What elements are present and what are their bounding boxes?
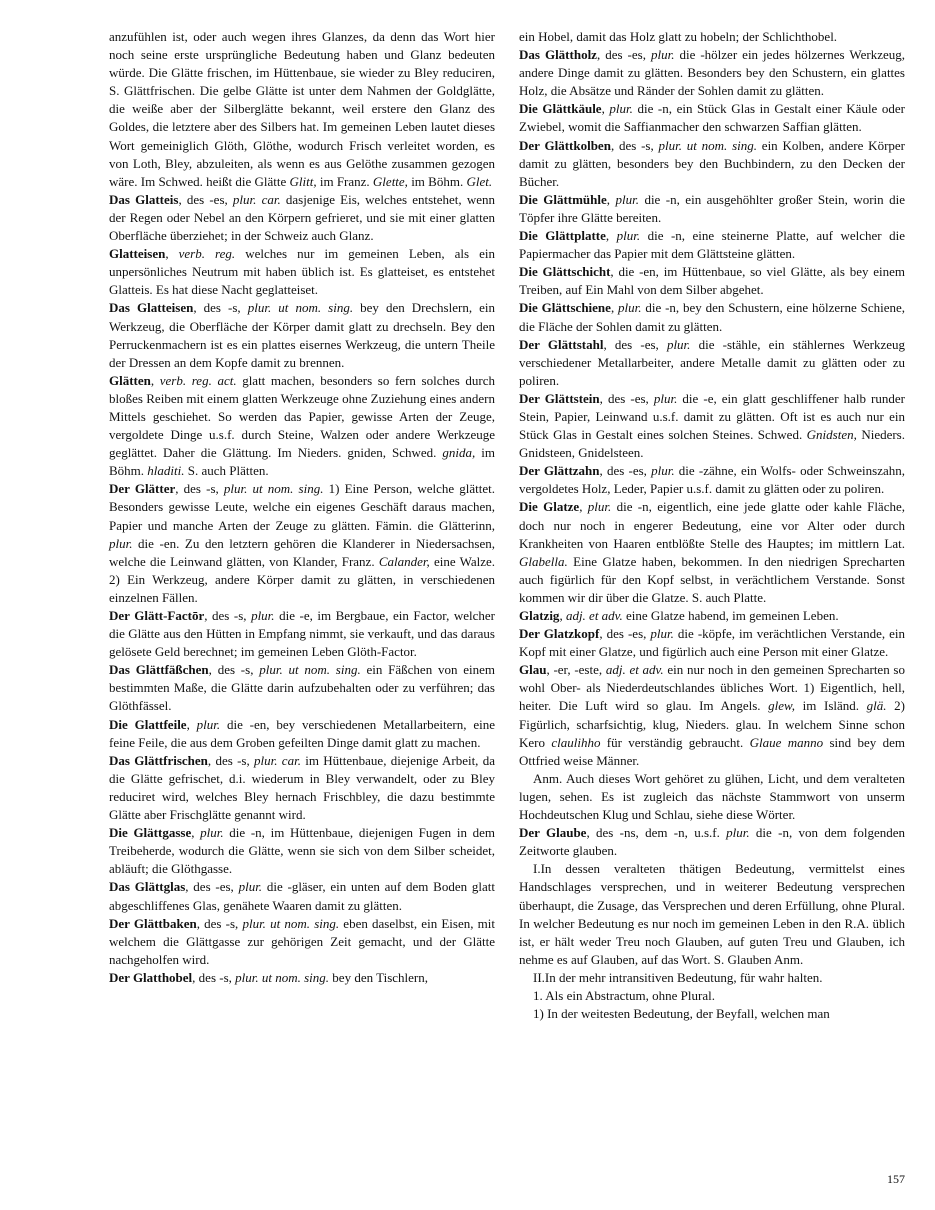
entry-text: die -köpfe, im verächtlichen Verstande, ein Kopf mit einer Glatze, und figürlich auch eine Person mit einer Glatze. (519, 626, 905, 660)
entry-italic: plur. (651, 463, 675, 479)
entry-text: im Böhm. (407, 173, 467, 189)
entry-headword: Der Glaube (519, 825, 587, 841)
entry-text: , des -es, (596, 47, 651, 63)
entry-headword: Glätten (109, 372, 151, 388)
entry-text: , des -s, (192, 969, 236, 985)
dictionary-entry (519, 770, 905, 824)
entry-text: im Böhm. (109, 445, 495, 479)
entry-text: die -stähle, ein stählernes Werkzeug verschiedener Metallarbeiter, andere Metalle damit zu glätten oder zu poliren. (519, 336, 905, 388)
entry-italic: hladiti. (147, 463, 185, 479)
entry-headword: Das Glatteisen (109, 300, 194, 316)
entry-text: , -er, -este, (546, 662, 606, 678)
dictionary-entry (519, 263, 905, 299)
entry-italic: Gnidsten, (806, 427, 857, 443)
entry-headword: Die Glatze (519, 499, 580, 515)
entry-text: , des -s, (610, 137, 659, 153)
entry-headword: Der Glätter (109, 481, 176, 497)
dictionary-entry (109, 299, 495, 371)
dictionary-entry (519, 824, 905, 860)
entry-headword: Der Glatzkopf (519, 626, 600, 642)
entry-text: II.In der mehr intransitiven Bedeutung, für wahr halten. (533, 969, 823, 985)
entry-text: , (191, 825, 201, 841)
entry-italic: plur. ut nom. sing. (247, 300, 354, 316)
entry-text: , des -es, (603, 336, 667, 352)
entry-text: die -n, ein Stück Glas in Gestalt einer Käule oder Zwiebel, womit die Saffianmacher den schwarzen Saffian glätten. (519, 101, 905, 135)
entry-italic: plur. (238, 879, 263, 895)
entry-italic: plur. (650, 626, 674, 642)
entry-text: die -e, ein glatt geschliffener halb runder Stein, Papier, Leinwand u.s.f. damit zu glätten. Oft ist es auch nur ein Stück Glas in Gestalt eines solchen Steines. Schwed. (519, 390, 905, 443)
entry-text: , (605, 228, 617, 244)
entry-text: Eine Glatze haben, bekommen. In den niedrigen Sprecharten auch figürlich für den Kopf selbst, in verächtlichem Verstande. Sonst kommen wir dir über die Glatze. S. auch Platte. (519, 553, 905, 605)
dictionary-entry (109, 752, 495, 824)
entry-text: S. auch Plätten. (184, 463, 269, 479)
dictionary-entry (109, 661, 495, 715)
dictionary-entry (109, 824, 495, 878)
entry-text: die -e, im Bergbaue, ein Factor, welcher die Glätte aus den Hütten in Empfang nimmt, sie verkauft, und das daraus gelösete Geld berechnet; im gemeinen Leben Glöth-Factor. (109, 608, 495, 660)
dictionary-entry (109, 28, 495, 191)
entry-text: , des -es, (599, 390, 654, 406)
dictionary-entry (109, 372, 495, 481)
dictionary-entry (519, 860, 905, 969)
entry-text: , des -s, (207, 752, 255, 768)
entry-text: welches nur im gemeinen Leben, als ein unpersönliches Neutrum mit haben üblich ist. Es glatteiset, es entstehet Glatteis. Es hat diese Nacht geglatteiset. (109, 246, 496, 298)
entry-headword: Der Glättstein (519, 390, 600, 406)
entry-italic: gnida, (442, 445, 476, 461)
entry-text: bey den Tischlern, (329, 969, 428, 985)
entry-headword: Die Glättschicht (519, 264, 611, 280)
entry-headword: Der Glätt-Factōr (109, 608, 205, 623)
entry-headword: Der Glatthobel (109, 969, 193, 985)
right-column (519, 28, 905, 1023)
entry-text: , des -es, (185, 879, 239, 895)
entry-text: , des -es, (178, 191, 233, 207)
entry-italic: plur. (726, 825, 750, 841)
entry-headword: Die Glattfeile (109, 716, 187, 732)
entry-headword: Das Glättfrischen (109, 752, 208, 768)
entry-headword: Der Glättkolben (519, 137, 611, 153)
dictionary-entry (519, 661, 905, 770)
entry-headword: Der Glättstahl (519, 336, 604, 352)
entry-headword: Die Glättschiene (519, 300, 611, 316)
dictionary-entry (519, 336, 905, 390)
entry-text: sind bey dem Ottfried weise Männer. (519, 734, 906, 768)
entry-text: ein nur noch in den gemeinen Sprecharten so wohl Ober- als Niederdeutschlandes übliches Wort. 1) Eigentlich, hell, heiter. Die Luft wird so glau. Im Angels. (519, 662, 905, 714)
entry-text: , (579, 499, 588, 515)
entry-headword: Der Glättzahn (519, 463, 600, 479)
entry-italic: Glaue manno (749, 734, 824, 750)
entry-italic: plur. (109, 535, 133, 551)
dictionary-entry (519, 227, 905, 263)
entry-text: die -gläser, ein unten auf dem Boden glatt abgeschliffenes Glas, genähete Waaren damit zu glätten. (109, 879, 495, 913)
entry-text: die -en. Zu den letztern gehören die Klanderer in Niedersachsen, welche die Leinwand glätten, von Klander, Franz. (109, 535, 495, 569)
entry-italic: plur. ut nom. sing. (223, 481, 324, 497)
entry-text: die -en, bey verschiedenen Metallarbeitern, eine feine Feile, die aus dem Groben gefeilten Dinge damit glatt zu machen. (109, 716, 495, 750)
entry-italic: plur. (616, 228, 641, 244)
entry-italic: plur. (196, 716, 221, 732)
entry-italic: adj. et adv. (605, 662, 664, 678)
entry-text: , des -es, (599, 463, 652, 479)
entry-text: im Isländ. (795, 698, 867, 714)
dictionary-entry (519, 100, 905, 136)
entry-text: 2) Figürlich, scharfsichtig, klug, Nieders. glau. In welchem Sinne schon Kero (519, 698, 905, 750)
entry-headword: Das Glättfäßchen (109, 662, 209, 678)
dictionary-entry (519, 987, 905, 1005)
entry-italic: plur. (650, 47, 675, 63)
entry-text: die -zähne, ein Wolfs- oder Schweinszahn, vergoldetes Holz, Leder, Papier u.s.f. damit zu glätten oder zu poliren. (519, 463, 905, 497)
entry-text: , (186, 716, 197, 732)
entry-text: die -n, ein ausgehöhlter großer Stein, worin die Töpfer ihre Glätte bereiten. (519, 191, 905, 225)
entry-headword: Die Glättkäule (519, 101, 602, 117)
dictionary-entry (109, 878, 495, 914)
entry-italic: glew, (768, 698, 795, 714)
dictionary-entry (519, 299, 905, 335)
entry-italic: plur. (615, 191, 639, 207)
entry-italic: verb. reg. (178, 246, 236, 262)
entry-headword: Die Glättplatte (519, 228, 606, 244)
entry-text: , (150, 372, 160, 388)
entry-italic: glä. (866, 698, 887, 714)
entry-text: eine Walze. 2) Ein Werkzeug, andere Körper damit zu glätten, in verschiedenen einzelnen Fällen. (109, 553, 495, 605)
entry-italic: plur. (609, 101, 633, 117)
entry-italic: plur. (251, 608, 275, 623)
dictionary-entry (519, 1005, 905, 1023)
entry-text: bey den Drechslern, ein Werkzeug, die Oberfläche der Körper damit glatt zu drechseln. Bey den Perruckenmachern ist es ein plattes eisernes Werkzeug, die untern Theile der Dressen an dem Kopfe damit zu brennen. (109, 300, 496, 370)
entry-text: 1) Eine Person, welche glättet. Besonders gewisse Leute, welche ein eigenes Geschäft daraus machen, Papier und manche Arten der Zeuge zu glätten. Fämin. die Glätterinn, (109, 481, 496, 533)
entry-headword: Das Glatteis (109, 191, 179, 207)
entry-italic: Glet. (466, 173, 493, 189)
entry-text: eine Glatze habend, im gemeinen Leben. (622, 608, 839, 623)
entry-text: , (606, 191, 616, 207)
entry-italic: plur. ut nom. sing. (259, 662, 361, 678)
entry-text: Nieders. Gnidsteen, Gnidelsteen. (519, 427, 905, 461)
entry-text: eben daselbst, ein Eisen, mit welchem die Glättgasse zur gehörigen Zeit gemacht, und der Glätte nachgeholfen wird. (109, 915, 495, 967)
entry-text: die -hölzer ein jedes hölzernes Werkzeug, andere Dinge damit zu glätten. Besonders bey den Schustern, ein glattes Holz, die Absätze und Ränder der Sohlen damit zu glätten. (519, 47, 905, 99)
dictionary-entry (519, 46, 905, 100)
entry-italic: adj. et adv. (565, 608, 623, 623)
entry-italic: Glabella. (519, 553, 568, 569)
entry-italic: plur. (618, 300, 642, 316)
entry-italic: Glette, (372, 173, 408, 189)
entry-headword: Glatteisen (109, 246, 166, 262)
entry-italic: plur. (200, 825, 224, 841)
dictionary-entry (519, 390, 905, 462)
dictionary-entry (519, 191, 905, 227)
entry-italic: plur. (666, 336, 691, 352)
entry-text: die -n, eigentlich, eine jede glatte oder kahle Fläche, doch nur noch in engerer Bedeutung, eine vor Alter oder durch Krankheiten von Haaren entblößte Stelle des Hauptes; im mittlern Lat. (519, 499, 905, 551)
entry-text: , des -s, (196, 915, 243, 931)
entry-text: dasjenige Eis, welches entstehet, wenn der Regen oder Nebel an den Körpern gefrieret, und sie mit einer glatten Oberfläche überziehet; in der Schweiz auch Glanz. (109, 191, 495, 244)
entry-text: ein Kolben, andere Körper damit zu glätten, besonders bey den Buchbindern, zu den Decken der Bücher. (519, 137, 906, 189)
entry-text: die -n, im Hüttenbaue, diejenigen Fugen in dem Treibeherde, wodurch die Glätte, wenn sie sich von dem Silber scheidet, abläuft; die Glöthgasse. (109, 825, 495, 877)
entry-italic: plur. ut nom. sing. (242, 915, 340, 931)
entry-italic: plur. car. (232, 191, 281, 207)
entry-italic: plur. ut nom. sing. (658, 137, 758, 153)
dictionary-entry (519, 969, 905, 987)
entry-headword: Der Glättbaken (109, 915, 197, 931)
entry-italic: verb. reg. act. (159, 372, 237, 388)
entry-italic: claulihho (551, 734, 601, 750)
entry-text: , des -s, (193, 300, 248, 316)
dictionary-entry (519, 462, 905, 498)
entry-text: anzufühlen ist, oder auch wegen ihres Glanzes, da denn das Wort hier noch seine erste ursprüngliche Bedeutung haben und Glanz bedeuten würde. Die Glätte frischen, im Hüttenbaue, sie wieder zu Bley reduciren, S. Glättfrischen. Die gelbe Glätte ist unter dem Nahmen der Goldglätte, die weiße aber der Silberglätte bekannt, weil erstere den Glanz des Goldes, die letztere aber des Silbers hat. Im gemeinen Leben lautet dieses Wort gemeiniglich Glöth, Glöthe, wodurch Frisch verleitet worden, es von Loth, Bley, abzuleiten, als wenn es aus Gelöthe zusammen gezogen wäre. Im Schwed. heißt die Glätte (109, 29, 495, 189)
dictionary-entry (109, 191, 495, 245)
dictionary-entry (519, 607, 905, 625)
entry-text: glatt machen, besonders so fern solches durch bloßes Reiben mit einem glatten Werkzeuge ohne Zuziehung eines andern Mittels geschiehet. So werden das Papier, gewisse Arten der Zeuge, vergoldete Dinge u.s.f. durch Steine, Walzen oder andere Werkzeuge geglättet. Daher die Glättung. Im Nieders. gniden, Schwed. (109, 372, 496, 461)
dictionary-entry (519, 498, 905, 607)
entry-text: , (601, 101, 610, 117)
entry-text: , des -es, (599, 626, 651, 642)
dictionary-entry (109, 716, 495, 752)
entry-headword: Das Glättglas (109, 879, 186, 895)
entry-italic: plur. ut nom. sing. (235, 969, 330, 985)
entry-headword: Glau (519, 662, 547, 678)
dictionary-entry (109, 607, 495, 661)
entry-text: , des -ns, dem -n, u.s.f. (586, 825, 727, 841)
entry-headword: Die Glättmühle (519, 191, 607, 207)
entry-text: die -n, von dem folgenden Zeitworte glauben. (519, 825, 905, 859)
entry-text: die -n, bey den Schustern, eine hölzerne Schiene, die Fläche der Sohlen damit zu glätten. (519, 300, 906, 334)
entry-text: 1. Als ein Abstractum, ohne Plural. (533, 987, 715, 1003)
entry-headword: Glatzig (519, 608, 560, 623)
dictionary-entry (519, 625, 905, 661)
dictionary-entry (109, 915, 495, 969)
dictionary-entry (109, 245, 495, 299)
page-number: 157 (887, 1172, 905, 1186)
entry-italic: plur. (653, 390, 678, 406)
dictionary-entry (109, 480, 495, 607)
entry-text: 1) In der weitesten Bedeutung, der Beyfall, welchen man (533, 1006, 830, 1022)
entry-text: , (165, 246, 179, 262)
entry-italic: Glitt, (289, 173, 317, 189)
entry-headword: Die Glättgasse (109, 825, 192, 841)
entry-text: ein Fäßchen von einem bestimmten Maße, die Glätte darin aufzubehalten oder zu verführen; das Glöthfässel. (109, 662, 496, 714)
dictionary-entry (519, 137, 905, 191)
dictionary-entry (519, 28, 905, 46)
entry-text: im Franz. (316, 173, 373, 189)
entry-text: , des -s, (208, 662, 260, 678)
entry-text: I.In dessen veralteten thätigen Bedeutung, vermittelst eines Handschlages versprechen, und in weiterer Bedeutung versprechen überhaupt, die Zusage, das Versprechen und deren Erfüllung, ohne Plural. In welcher Bedeutung es nur noch im gemeinen Leben in den R.A. üblich ist, er hält weder Treu noch Glauben, auf guten Treu und Glauben, ich nehme es auf Glauben, auf das Wort. S. Glauben Anm. (519, 861, 905, 967)
entry-text: ein Hobel, damit das Holz glatt zu hobeln; der Schlichthobel. (519, 29, 838, 44)
entry-text: , die -en, im Hüttenbaue, so viel Glätte, als bey einem Treiben, auf Ein Mahl von dem Silber abgehet. (519, 264, 905, 298)
entry-italic: plur. car. (254, 752, 301, 768)
entry-text: Anm. Auch dieses Wort gehöret zu glühen, Licht, und dem veralteten lugen, sehen. Es ist zugleich das nächste Stammwort von unserm Hochdeutschen Klug und Schlau, siehe diese Wörter. (519, 770, 905, 823)
entry-text: , des -s, (204, 608, 252, 623)
dictionary-entry (109, 969, 495, 987)
entry-text: , des -s, (175, 481, 224, 497)
entry-text: , (610, 300, 619, 316)
entry-text: im Hüttenbaue, diejenige Arbeit, da die Glätte gefrischet, d.i. wiederum in Bley verwandelt, oder zu Bley reduciret wird, welches Bley hernach Frischbley, die dazu bestimmte Glätte aber Frischglätte genannt wird. (109, 752, 496, 823)
entry-text: für verständig gebraucht. (600, 734, 750, 750)
entry-italic: Calander, (378, 553, 430, 569)
left-column (109, 28, 495, 987)
entry-italic: plur. (587, 499, 612, 515)
entry-text: , (559, 608, 566, 623)
entry-text: die -n, eine steinerne Platte, auf welcher die Papiermacher das Papier mit dem Glättsteine glätten. (519, 228, 905, 262)
entry-headword: Das Glättholz (519, 47, 597, 63)
